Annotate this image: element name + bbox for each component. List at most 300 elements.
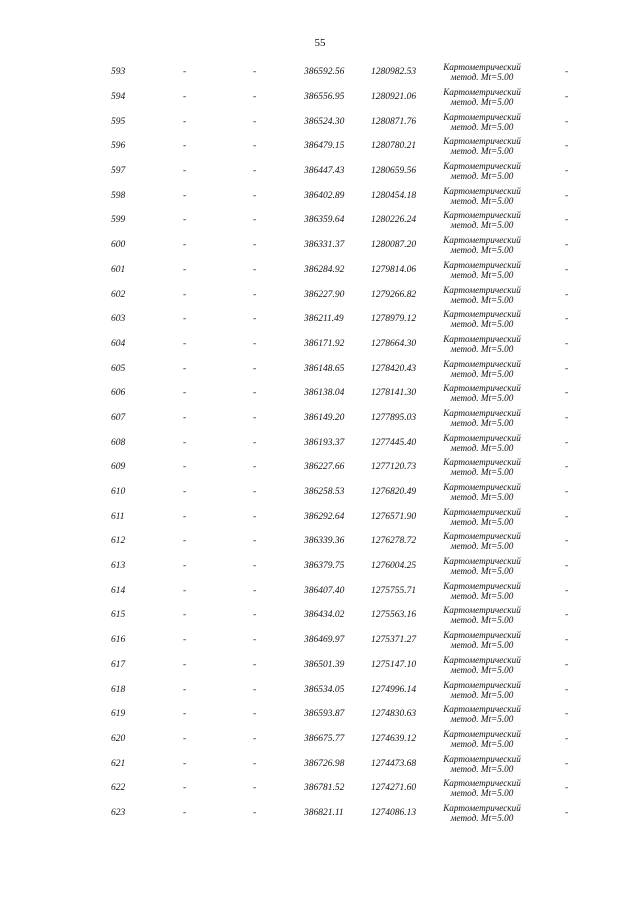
empty-value-3: - (565, 635, 569, 646)
empty-value-2: - (253, 314, 257, 325)
table-row (0, 504, 640, 529)
coordinate-x: 386379.75 (304, 561, 345, 572)
coordinate-y: 1275563.16 (371, 610, 417, 621)
method-description (430, 702, 534, 727)
method-line-1: Картометрический (443, 309, 521, 320)
method-line-2: метод. Mt=5.00 (450, 343, 514, 354)
coordinate-x: 386258.53 (304, 487, 345, 498)
empty-value-3: - (565, 388, 569, 399)
coordinate-x: 386284.92 (304, 264, 345, 275)
empty-value-2: - (253, 116, 257, 127)
coordinate-y: 1274639.12 (371, 733, 417, 744)
empty-value-1: - (183, 807, 187, 818)
method-line-1: Картометрический (443, 432, 521, 443)
method-description (430, 504, 534, 529)
method-line-2: метод. Mt=5.00 (450, 97, 514, 108)
coordinate-x: 386149.20 (304, 412, 345, 423)
table-row (0, 406, 640, 431)
empty-value-2: - (253, 659, 257, 670)
method-description (430, 653, 534, 678)
empty-value-2: - (253, 758, 257, 769)
table-row (0, 258, 640, 283)
empty-value-2: - (253, 585, 257, 596)
empty-value-2: - (253, 487, 257, 498)
coordinate-y: 1278979.12 (371, 314, 417, 325)
method-line-1: Картометрический (443, 111, 521, 122)
empty-value-3: - (565, 807, 569, 818)
point-number: 608 (111, 437, 126, 448)
coordinate-x: 386675.77 (304, 733, 345, 744)
method-description (430, 332, 534, 357)
empty-value-1: - (183, 709, 187, 720)
point-number: 621 (111, 758, 126, 769)
point-number: 619 (111, 709, 126, 720)
coordinate-x: 386479.15 (304, 141, 345, 152)
empty-value-1: - (183, 338, 187, 349)
empty-value-2: - (253, 462, 257, 473)
table-row (0, 430, 640, 455)
method-description (430, 554, 534, 579)
point-number: 595 (111, 116, 126, 127)
method-line-2: метод. Mt=5.00 (450, 689, 514, 700)
empty-value-1: - (183, 264, 187, 275)
method-description (430, 381, 534, 406)
coordinate-x: 386501.39 (304, 659, 345, 670)
empty-value-3: - (565, 289, 569, 300)
point-number: 601 (111, 264, 126, 275)
method-line-2: метод. Mt=5.00 (450, 195, 514, 206)
empty-value-2: - (253, 190, 257, 201)
empty-value-3: - (565, 116, 569, 127)
table-row (0, 603, 640, 628)
empty-value-1: - (183, 462, 187, 473)
method-line-1: Картометрический (443, 185, 521, 196)
empty-value-1: - (183, 758, 187, 769)
empty-value-3: - (565, 561, 569, 572)
coordinate-x: 386227.66 (304, 462, 345, 473)
point-number: 615 (111, 610, 126, 621)
empty-value-1: - (183, 635, 187, 646)
method-description (430, 356, 534, 381)
table-row (0, 60, 640, 85)
point-number: 606 (111, 388, 126, 399)
coordinate-y: 1280454.18 (371, 190, 417, 201)
method-line-2: метод. Mt=5.00 (450, 788, 514, 799)
method-description (430, 628, 534, 653)
point-number: 616 (111, 635, 126, 646)
coordinate-x: 386524.30 (304, 116, 345, 127)
method-line-1: Картометрический (443, 284, 521, 295)
method-line-2: метод. Mt=5.00 (450, 417, 514, 428)
empty-value-2: - (253, 240, 257, 251)
coordinate-y: 1274271.60 (371, 783, 417, 794)
table-row (0, 208, 640, 233)
method-description (430, 776, 534, 801)
method-line-1: Картометрический (443, 802, 521, 813)
empty-value-2: - (253, 807, 257, 818)
table-row (0, 529, 640, 554)
method-line-1: Картометрический (443, 210, 521, 221)
method-description (430, 480, 534, 505)
method-line-2: метод. Mt=5.00 (450, 738, 514, 749)
empty-value-3: - (565, 141, 569, 152)
empty-value-3: - (565, 92, 569, 103)
method-description (430, 801, 534, 826)
method-description (430, 751, 534, 776)
empty-value-2: - (253, 635, 257, 646)
method-description (430, 727, 534, 752)
coordinate-y: 1277445.40 (371, 437, 417, 448)
point-number: 598 (111, 190, 126, 201)
method-line-2: метод. Mt=5.00 (450, 393, 514, 404)
empty-value-3: - (565, 264, 569, 275)
coordinate-x: 386556.95 (304, 92, 345, 103)
empty-value-1: - (183, 585, 187, 596)
empty-value-1: - (183, 190, 187, 201)
point-number: 612 (111, 536, 126, 547)
method-line-1: Картометрический (443, 704, 521, 715)
empty-value-3: - (565, 437, 569, 448)
method-description (430, 208, 534, 233)
empty-value-2: - (253, 67, 257, 78)
method-description (430, 233, 534, 258)
coordinates-table (0, 60, 640, 825)
empty-value-3: - (565, 166, 569, 177)
table-row (0, 332, 640, 357)
method-description (430, 258, 534, 283)
empty-value-3: - (565, 215, 569, 226)
method-line-2: метод. Mt=5.00 (450, 541, 514, 552)
empty-value-3: - (565, 338, 569, 349)
method-description (430, 307, 534, 332)
coordinate-x: 386726.98 (304, 758, 345, 769)
empty-value-1: - (183, 733, 187, 744)
point-number: 623 (111, 807, 126, 818)
method-line-1: Картометрический (443, 333, 521, 344)
coordinate-x: 386534.05 (304, 684, 345, 695)
method-line-1: Картометрический (443, 457, 521, 468)
empty-value-1: - (183, 783, 187, 794)
coordinate-y: 1280087.20 (371, 240, 417, 251)
empty-value-1: - (183, 67, 187, 78)
coordinate-y: 1276004.25 (371, 561, 417, 572)
table-row (0, 776, 640, 801)
point-number: 603 (111, 314, 126, 325)
method-line-2: метод. Mt=5.00 (450, 714, 514, 725)
empty-value-2: - (253, 412, 257, 423)
method-description (430, 677, 534, 702)
method-line-1: Картометрический (443, 654, 521, 665)
empty-value-3: - (565, 758, 569, 769)
point-number: 599 (111, 215, 126, 226)
method-description (430, 60, 534, 85)
coordinate-y: 1275371.27 (371, 635, 417, 646)
point-number: 609 (111, 462, 126, 473)
empty-value-3: - (565, 610, 569, 621)
table-row (0, 183, 640, 208)
coordinate-y: 1276278.72 (371, 536, 417, 547)
point-number: 620 (111, 733, 126, 744)
method-line-2: метод. Mt=5.00 (450, 220, 514, 231)
empty-value-2: - (253, 141, 257, 152)
empty-value-3: - (565, 783, 569, 794)
method-line-2: метод. Mt=5.00 (450, 72, 514, 83)
table-row (0, 381, 640, 406)
coordinate-y: 1278420.43 (371, 363, 417, 374)
coordinate-y: 1275755.71 (371, 585, 417, 596)
empty-value-1: - (183, 412, 187, 423)
point-number: 613 (111, 561, 126, 572)
method-line-1: Картометрический (443, 407, 521, 418)
method-line-1: Картометрический (443, 679, 521, 690)
empty-value-3: - (565, 684, 569, 695)
coordinate-x: 386469.97 (304, 635, 345, 646)
coordinate-x: 386402.89 (304, 190, 345, 201)
empty-value-3: - (565, 585, 569, 596)
empty-value-3: - (565, 240, 569, 251)
method-line-1: Картометрический (443, 259, 521, 270)
coordinate-y: 1279266.82 (371, 289, 417, 300)
method-line-1: Картометрический (443, 728, 521, 739)
method-line-2: метод. Mt=5.00 (450, 516, 514, 527)
empty-value-1: - (183, 116, 187, 127)
empty-value-3: - (565, 314, 569, 325)
empty-value-1: - (183, 92, 187, 103)
point-number: 604 (111, 338, 126, 349)
coordinate-y: 1276571.90 (371, 511, 417, 522)
table-row (0, 307, 640, 332)
empty-value-2: - (253, 289, 257, 300)
method-line-2: метод. Mt=5.00 (450, 763, 514, 774)
empty-value-2: - (253, 733, 257, 744)
empty-value-2: - (253, 783, 257, 794)
method-line-1: Картометрический (443, 506, 521, 517)
coordinate-x: 386331.37 (304, 240, 345, 251)
coordinate-y: 1275147.10 (371, 659, 417, 670)
method-line-2: метод. Mt=5.00 (450, 294, 514, 305)
method-line-2: метод. Mt=5.00 (450, 492, 514, 503)
point-number: 594 (111, 92, 126, 103)
point-number: 607 (111, 412, 126, 423)
empty-value-2: - (253, 338, 257, 349)
method-line-2: метод. Mt=5.00 (450, 640, 514, 651)
empty-value-2: - (253, 709, 257, 720)
coordinate-x: 386593.87 (304, 709, 345, 720)
method-line-1: Картометрический (443, 580, 521, 591)
table-row (0, 653, 640, 678)
coordinate-y: 1280982.53 (371, 67, 417, 78)
method-description (430, 85, 534, 110)
method-line-2: метод. Mt=5.00 (450, 812, 514, 823)
table-row (0, 702, 640, 727)
empty-value-1: - (183, 166, 187, 177)
coordinate-y: 1280226.24 (371, 215, 417, 226)
empty-value-1: - (183, 684, 187, 695)
page-number: 55 (314, 37, 326, 49)
empty-value-1: - (183, 388, 187, 399)
method-line-1: Картометрический (443, 605, 521, 616)
empty-value-3: - (565, 659, 569, 670)
point-number: 600 (111, 240, 126, 251)
method-description (430, 406, 534, 431)
method-line-1: Картометрический (443, 235, 521, 246)
empty-value-2: - (253, 92, 257, 103)
coordinate-x: 386339.36 (304, 536, 345, 547)
empty-value-3: - (565, 511, 569, 522)
method-line-1: Картометрический (443, 87, 521, 98)
empty-value-2: - (253, 536, 257, 547)
method-line-1: Картометрический (443, 531, 521, 542)
coordinate-x: 386148.65 (304, 363, 345, 374)
method-line-2: метод. Mt=5.00 (450, 269, 514, 280)
table-row (0, 677, 640, 702)
coordinate-y: 1276820.49 (371, 487, 417, 498)
coordinate-y: 1274830.63 (371, 709, 417, 720)
method-line-2: метод. Mt=5.00 (450, 467, 514, 478)
empty-value-3: - (565, 487, 569, 498)
point-number: 614 (111, 585, 126, 596)
method-description (430, 134, 534, 159)
coordinate-x: 386171.92 (304, 338, 345, 349)
empty-value-1: - (183, 487, 187, 498)
empty-value-1: - (183, 536, 187, 547)
coordinate-y: 1280921.06 (371, 92, 417, 103)
empty-value-2: - (253, 561, 257, 572)
table-row (0, 751, 640, 776)
method-line-2: метод. Mt=5.00 (450, 566, 514, 577)
table-row (0, 85, 640, 110)
empty-value-1: - (183, 215, 187, 226)
coordinate-y: 1274473.68 (371, 758, 417, 769)
point-number: 605 (111, 363, 126, 374)
coordinate-x: 386359.64 (304, 215, 345, 226)
method-line-1: Картометрический (443, 358, 521, 369)
empty-value-3: - (565, 536, 569, 547)
empty-value-1: - (183, 511, 187, 522)
method-description (430, 109, 534, 134)
empty-value-1: - (183, 289, 187, 300)
coordinate-y: 1279814.06 (371, 264, 417, 275)
empty-value-3: - (565, 733, 569, 744)
method-line-2: метод. Mt=5.00 (450, 121, 514, 132)
method-description (430, 578, 534, 603)
table-row (0, 480, 640, 505)
method-description (430, 430, 534, 455)
empty-value-3: - (565, 709, 569, 720)
table-row (0, 727, 640, 752)
empty-value-2: - (253, 363, 257, 374)
empty-value-1: - (183, 314, 187, 325)
method-description (430, 455, 534, 480)
empty-value-2: - (253, 511, 257, 522)
method-line-1: Картометрический (443, 753, 521, 764)
empty-value-2: - (253, 388, 257, 399)
method-description (430, 529, 534, 554)
method-line-2: метод. Mt=5.00 (450, 171, 514, 182)
coordinate-y: 1277895.03 (371, 412, 417, 423)
point-number: 618 (111, 684, 126, 695)
coordinate-x: 386821.11 (304, 807, 344, 818)
empty-value-2: - (253, 610, 257, 621)
coordinate-y: 1274996.14 (371, 684, 417, 695)
point-number: 602 (111, 289, 126, 300)
coordinate-y: 1274086.13 (371, 807, 417, 818)
method-description (430, 282, 534, 307)
empty-value-2: - (253, 264, 257, 275)
method-description (430, 183, 534, 208)
empty-value-2: - (253, 437, 257, 448)
coordinate-x: 386447.43 (304, 166, 345, 177)
point-number: 610 (111, 487, 126, 498)
coordinate-x: 386407.40 (304, 585, 345, 596)
coordinate-x: 386227.90 (304, 289, 345, 300)
empty-value-1: - (183, 363, 187, 374)
table-row (0, 109, 640, 134)
method-line-2: метод. Mt=5.00 (450, 590, 514, 601)
method-line-1: Картометрический (443, 778, 521, 789)
table-row (0, 233, 640, 258)
point-number: 611 (111, 511, 125, 522)
empty-value-3: - (565, 462, 569, 473)
coordinate-y: 1278664.30 (371, 338, 417, 349)
empty-value-2: - (253, 684, 257, 695)
method-line-2: метод. Mt=5.00 (450, 146, 514, 157)
coordinate-y: 1277120.73 (371, 462, 417, 473)
method-description (430, 603, 534, 628)
point-number: 593 (111, 67, 126, 78)
method-line-1: Картометрический (443, 161, 521, 172)
empty-value-2: - (253, 215, 257, 226)
table-row (0, 578, 640, 603)
empty-value-3: - (565, 67, 569, 78)
empty-value-1: - (183, 240, 187, 251)
coordinate-y: 1280659.56 (371, 166, 417, 177)
coordinate-x: 386193.37 (304, 437, 345, 448)
coordinate-x: 386592.56 (304, 67, 345, 78)
table-row (0, 282, 640, 307)
coordinate-y: 1278141.30 (371, 388, 417, 399)
table-row (0, 628, 640, 653)
method-line-2: метод. Mt=5.00 (450, 442, 514, 453)
table-row (0, 356, 640, 381)
method-line-1: Картометрический (443, 630, 521, 641)
method-line-2: метод. Mt=5.00 (450, 245, 514, 256)
method-line-2: метод. Mt=5.00 (450, 664, 514, 675)
point-number: 597 (111, 166, 126, 177)
method-line-1: Картометрический (443, 136, 521, 147)
method-line-1: Картометрический (443, 482, 521, 493)
table-row (0, 801, 640, 826)
coordinate-x: 386781.52 (304, 783, 345, 794)
empty-value-3: - (565, 412, 569, 423)
empty-value-3: - (565, 190, 569, 201)
coordinate-x: 386292.64 (304, 511, 345, 522)
method-line-1: Картометрический (443, 383, 521, 394)
coordinate-x: 386138.04 (304, 388, 345, 399)
empty-value-1: - (183, 437, 187, 448)
point-number: 596 (111, 141, 126, 152)
empty-value-2: - (253, 166, 257, 177)
table-row (0, 554, 640, 579)
method-line-1: Картометрический (443, 556, 521, 567)
empty-value-1: - (183, 610, 187, 621)
method-line-2: метод. Mt=5.00 (450, 319, 514, 330)
method-description (430, 159, 534, 184)
point-number: 617 (111, 659, 126, 670)
coordinate-x: 386434.02 (304, 610, 345, 621)
empty-value-1: - (183, 659, 187, 670)
coordinate-y: 1280780.21 (371, 141, 417, 152)
